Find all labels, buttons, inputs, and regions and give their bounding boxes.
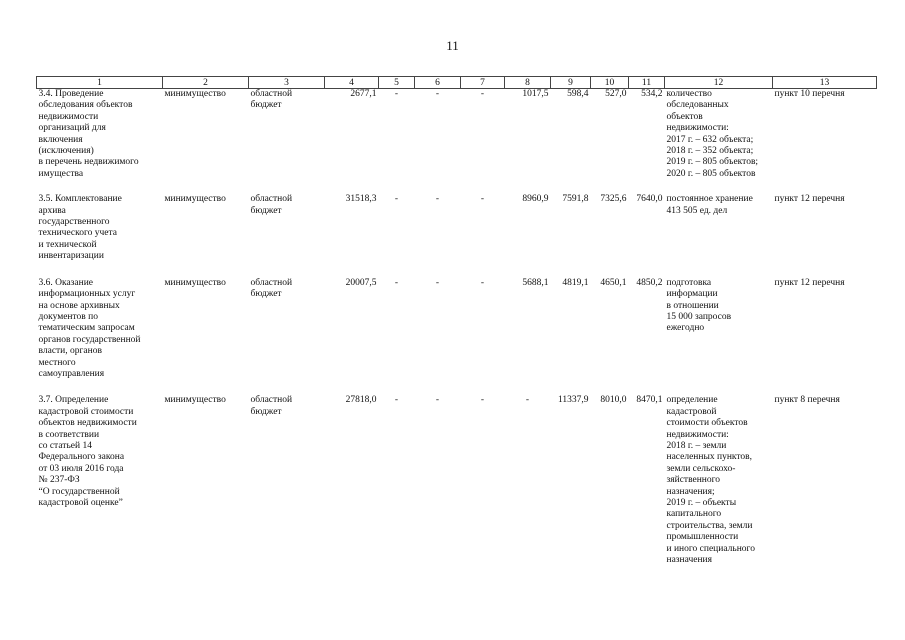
result-indicator: постоянное хранение 413 505 ед. дел: [666, 194, 753, 216]
total-amount: 2677,1: [350, 89, 377, 99]
year-value: -: [480, 277, 485, 288]
reference: пункт 10 перечня: [774, 89, 845, 99]
total-amount: 27818,0: [345, 395, 377, 406]
year-value: 8960,9: [522, 194, 549, 205]
year-value: -: [480, 89, 485, 99]
year-value: 7325,6: [600, 194, 627, 205]
funding-source: областной бюджет: [250, 89, 293, 111]
year-value: 7591,8: [562, 194, 589, 205]
activity-name: 3.7. Определение кадастровой стоимости объектов недвижимости в соответствии со статьей 14 Федерального закона от 03 июля 2016 года № 237-ФЗ “О государственной кадастровой оценке”: [38, 395, 137, 508]
year-value: -: [394, 277, 399, 288]
col-header-4: 4: [325, 77, 379, 89]
year-value: -: [435, 89, 440, 99]
reference: пункт 8 перечня: [774, 395, 840, 406]
table-row: [37, 194, 877, 277]
col-header-1: 1: [37, 77, 163, 89]
year-value: 534,2: [641, 89, 663, 99]
col-header-7: 7: [461, 77, 505, 89]
col-header-2: 2: [163, 77, 249, 89]
year-value: 4819,1: [562, 277, 589, 288]
year-value: 7640,0: [636, 194, 663, 205]
year-value: 598,4: [567, 89, 589, 99]
executor: минимущество: [164, 395, 226, 406]
col-header-3: 3: [249, 77, 325, 89]
year-value: -: [394, 395, 399, 406]
executor: минимущество: [164, 277, 226, 288]
year-value: 5688,1: [522, 277, 549, 288]
col-header-9: 9: [551, 77, 591, 89]
reference: пункт 12 перечня: [774, 194, 845, 205]
year-value: 11337,9: [557, 395, 589, 406]
table-row: [37, 89, 877, 195]
col-header-13: 13: [773, 77, 877, 89]
year-value: 8010,0: [600, 395, 627, 406]
activity-name: 3.4. Проведение обследования объектов недвижимости организаций для включения (исключения) в перечень недвижимого имущества: [38, 89, 139, 179]
year-value: 4850,2: [636, 277, 663, 288]
result-indicator: определение кадастровой стоимости объектов недвижимости: 2018 г. – земли населенных пунктов, земли сельскохо- зяйственного назначения; 2019 г. – объекты капитального строительства, земли промышленности и иного специального назначения: [666, 395, 755, 566]
column-number-row: [37, 77, 877, 89]
executor: минимущество: [164, 194, 226, 205]
result-indicator: количество обследованных объектов недвижимости: 2017 г. – 632 объекта; 2018 г. – 352 объекта; 2019 г. – 805 объектов; 2020 г. – 805 объектов: [666, 89, 759, 179]
activity-name: 3.6. Оказание информационных услуг на основе архивных документов по тематическим запросам органов государственной власти, органов местного самоуправления: [38, 277, 141, 379]
year-value: -: [480, 194, 485, 205]
col-header-10: 10: [591, 77, 629, 89]
year-value: -: [435, 277, 440, 288]
year-value: -: [525, 395, 530, 406]
year-value: -: [435, 395, 440, 406]
col-header-5: 5: [379, 77, 415, 89]
funding-source: областной бюджет: [250, 277, 293, 300]
year-value: 4650,1: [600, 277, 627, 288]
activity-name: 3.5. Комплектование архива государственного технического учета и технической инвентаризации: [38, 194, 122, 262]
funding-source: областной бюджет: [250, 194, 293, 216]
reference: пункт 12 перечня: [774, 277, 845, 288]
year-value: -: [435, 194, 440, 205]
col-header-12: 12: [665, 77, 773, 89]
total-amount: 20007,5: [345, 277, 377, 288]
page-number: 11: [446, 38, 459, 53]
year-value: -: [480, 395, 485, 406]
executor: минимущество: [164, 89, 226, 99]
table-row: [37, 278, 877, 396]
year-value: 1017,5: [522, 89, 549, 99]
year-value: 8470,1: [636, 395, 663, 406]
year-value: -: [394, 194, 399, 205]
result-indicator: подготовка информации в отношении 15 000 запросов ежегодно: [666, 277, 732, 334]
total-amount: 31518,3: [345, 194, 377, 205]
program-table: [36, 76, 877, 566]
col-header-11: 11: [629, 77, 665, 89]
col-header-8: 8: [505, 77, 551, 89]
col-header-6: 6: [415, 77, 461, 89]
funding-source: областной бюджет: [250, 395, 293, 417]
table-row: [37, 395, 877, 566]
year-value: 527,0: [605, 89, 627, 99]
year-value: -: [394, 89, 399, 99]
